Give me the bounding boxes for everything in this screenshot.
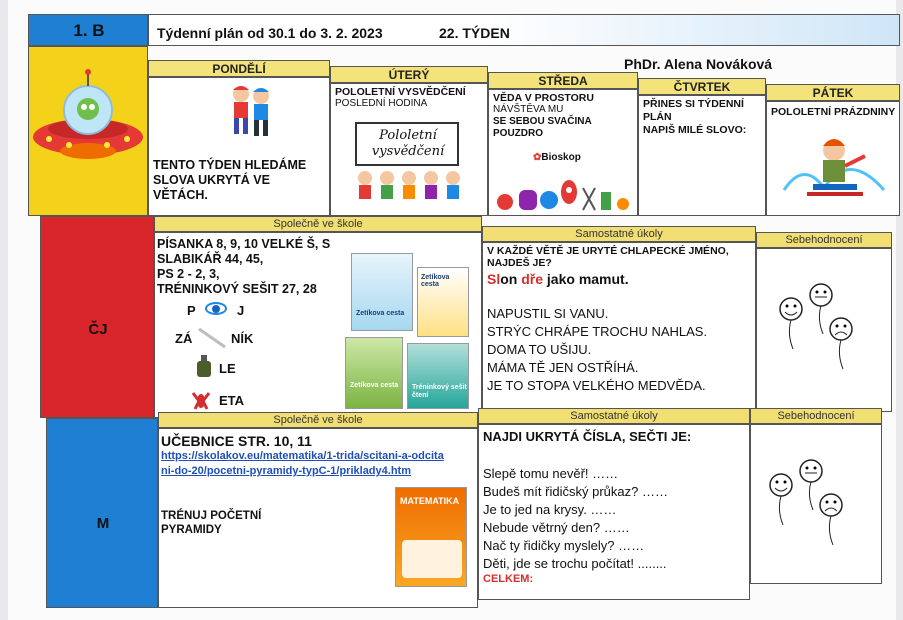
thursday-text: PŘINES SI TÝDENNÍ PLÁN	[643, 98, 744, 123]
m-question-5: Nač ty řidičky myslely? ……	[483, 538, 645, 553]
cj-school-cell	[154, 232, 482, 418]
eye-pupil-icon	[212, 305, 220, 313]
cj-sentence-4: MÁMA TĚ JEN OSTŘÍHÁ.	[487, 360, 639, 375]
book-1-title: Zetíkova cesta	[356, 310, 405, 317]
cheering-kids-icon	[353, 168, 463, 204]
book-kids-icon	[402, 540, 462, 578]
day-header-tuesday: ÚTERÝ	[330, 66, 488, 83]
eye-icon	[205, 302, 227, 315]
monday-text: TENTO TÝDEN HLEDÁME SLOVA UKRYTÁ VE VĚTÁCH.	[153, 158, 307, 202]
bottle-icon	[195, 355, 213, 377]
cj-self-header: Samostatné úkoly	[482, 226, 756, 242]
week-title: Týdenní plán od 30.1 do 3. 2. 2023	[157, 25, 383, 41]
cj-example-red-1: Sl	[487, 271, 501, 287]
class-label: 1. B	[73, 21, 105, 40]
day-header-wednesday: STŘEDA	[488, 72, 638, 89]
m-school-cell	[158, 428, 478, 608]
tuesday-note: POSLEDNÍ HODINA	[335, 98, 428, 109]
week-number: 22. TÝDEN	[439, 25, 510, 41]
cj-example-sentence	[487, 271, 629, 287]
puzzle-j-label: J	[237, 303, 245, 318]
day-header-monday: PONDĚLÍ	[148, 60, 330, 77]
sledding-kid-icon	[779, 130, 889, 210]
smiley-balloons-icon	[773, 279, 863, 389]
cj-eval-header: Sebehodnocení	[756, 232, 892, 248]
m-question-6: Děti, jde se trochu počítat! ........	[483, 556, 667, 571]
book-zetikova-cesta-2	[417, 267, 469, 337]
bioskop-logo-icon: ✿	[533, 152, 542, 163]
m-subject-label: M	[96, 515, 110, 532]
wednesday-cell	[488, 89, 638, 216]
children-icon	[221, 82, 281, 140]
puzzle-p-label: P	[187, 303, 196, 318]
cj-sentence-5: JE TO STOPA VELKÉHO MEDVĚDA.	[487, 378, 706, 393]
teacher-name: PhDr. Alena Nováková	[624, 56, 773, 72]
puzzle-le-label: LE	[219, 361, 236, 376]
tuesday-text: POLOLETNÍ VYSVĚDČENÍ	[335, 86, 466, 98]
book-2-title: Zetíkova cesta	[421, 274, 450, 288]
cj-school-line-1: PÍSANKA 8, 9, 10 VELKÉ Š, S	[157, 237, 331, 251]
m-self-cell	[478, 424, 750, 600]
cj-example-black-1: on	[500, 271, 522, 287]
thursday-cell	[638, 95, 766, 216]
ufo-cell	[28, 46, 148, 216]
m-label-cell	[46, 418, 158, 608]
m-link-line-1[interactable]: https://skolakov.eu/matematika/1-trida/scitani-a-odcita	[161, 450, 444, 462]
smiley-balloons-icon	[763, 455, 853, 565]
bioskop-logo	[533, 152, 581, 163]
cj-school-line-4: TRÉNINKOVÝ SEŠIT 27, 28	[157, 282, 317, 296]
m-question-1: Slepě tomu nevěř! ……	[483, 466, 619, 481]
wednesday-line-4: POUZDRO	[493, 128, 543, 139]
day-header-thursday: ČTVRTEK	[638, 78, 766, 95]
cj-sentence-3: DOMA TO UŠIJU.	[487, 342, 592, 357]
thursday-note: NAPIŠ MILÉ SLOVO:	[643, 124, 747, 136]
puzzle-nik-label: NÍK	[231, 331, 254, 346]
cj-school-header: Společně ve škole	[154, 216, 482, 232]
cj-school-line-2: SLABIKÁŘ 44, 45,	[157, 252, 264, 266]
cj-sentence-2: STRÝC CHRÁPE TROCHU NAHLAS.	[487, 324, 708, 339]
m-exercise-link[interactable]	[161, 449, 477, 479]
cj-school-line-3: PS 2 - 2, 3,	[157, 267, 220, 281]
lobster-icon	[189, 389, 213, 411]
matematika-book-title: MATEMATIKA	[400, 496, 460, 506]
title-bar	[148, 14, 900, 46]
friday-cell	[766, 101, 900, 216]
class-badge	[28, 14, 148, 46]
m-question-3: Je to jed na krysy. ……	[483, 502, 617, 517]
bioskop-logo-text: Bioskop	[541, 152, 581, 163]
m-link-line-2[interactable]: ni-do-20/pocetni-pyramidy-typC-1/priklady4.htm	[161, 465, 411, 477]
wednesday-line-3: SE SEBOU SVAČINA	[493, 116, 592, 127]
puzzle-eta-label: ETA	[219, 393, 245, 408]
wednesday-line-1: VĚDA V PROSTORU	[493, 92, 594, 104]
m-task-instruction: NAJDI UKRYTÁ ČÍSLA, SEČTI JE:	[483, 429, 692, 444]
report-card-sign	[355, 122, 459, 166]
m-textbook-pages: UČEBNICE STR. 10, 11	[161, 433, 312, 449]
alien-ufo-icon	[29, 65, 147, 185]
day-header-friday: PÁTEK	[766, 84, 900, 101]
cj-example-black-2: jako mamut.	[543, 271, 629, 287]
tuesday-cell	[330, 83, 488, 216]
m-total-label: CELKEM:	[483, 573, 534, 585]
monsters-icon	[493, 174, 633, 214]
cj-subject-label: ČJ	[88, 321, 108, 338]
m-practice-text: TRÉNUJ POČETNÍ PYRAMIDY	[161, 510, 262, 536]
wednesday-line-2: NÁVŠTĚVA MU	[493, 104, 564, 115]
cj-label-cell	[40, 216, 154, 418]
cj-sentence-1: NAPUSTIL SI VANU.	[487, 306, 609, 321]
cj-task-instruction: V KAŽDÉ VĚTĚ JE URYTÉ CHLAPECKÉ JMÉNO, NAJDEŠ JE?	[487, 245, 729, 269]
puzzle-za-label: ZÁ	[175, 331, 193, 346]
book-3-title: Zetíkova cesta	[350, 382, 399, 389]
m-question-4: Nebude větrný den? ……	[483, 520, 630, 535]
cj-self-cell	[482, 242, 756, 418]
cj-example-red-2: dře	[521, 271, 544, 287]
matematika-book-cover	[395, 487, 467, 587]
weekly-plan-sheet	[8, 0, 896, 620]
friday-text: POLOLETNÍ PRÁZDNINY	[771, 106, 896, 118]
monday-cell	[148, 77, 330, 216]
book-zetikova-cesta-3	[345, 337, 403, 409]
m-self-header: Samostatné úkoly	[478, 408, 750, 424]
cj-eval-cell	[756, 248, 892, 412]
book-zetikova-cesta-1	[351, 253, 413, 331]
m-eval-header: Sebehodnocení	[750, 408, 882, 424]
m-eval-cell	[750, 424, 882, 584]
pencil-icon	[197, 327, 227, 349]
m-question-2: Budeš mít řidičský průkaz? ……	[483, 484, 668, 499]
workbook-title: Tréninkový sešit čtení	[412, 384, 467, 399]
m-school-header: Společně ve škole	[158, 412, 478, 428]
report-card-sign-text: Pololetní vysvědčení	[371, 128, 445, 159]
workbook-cover	[407, 343, 469, 409]
